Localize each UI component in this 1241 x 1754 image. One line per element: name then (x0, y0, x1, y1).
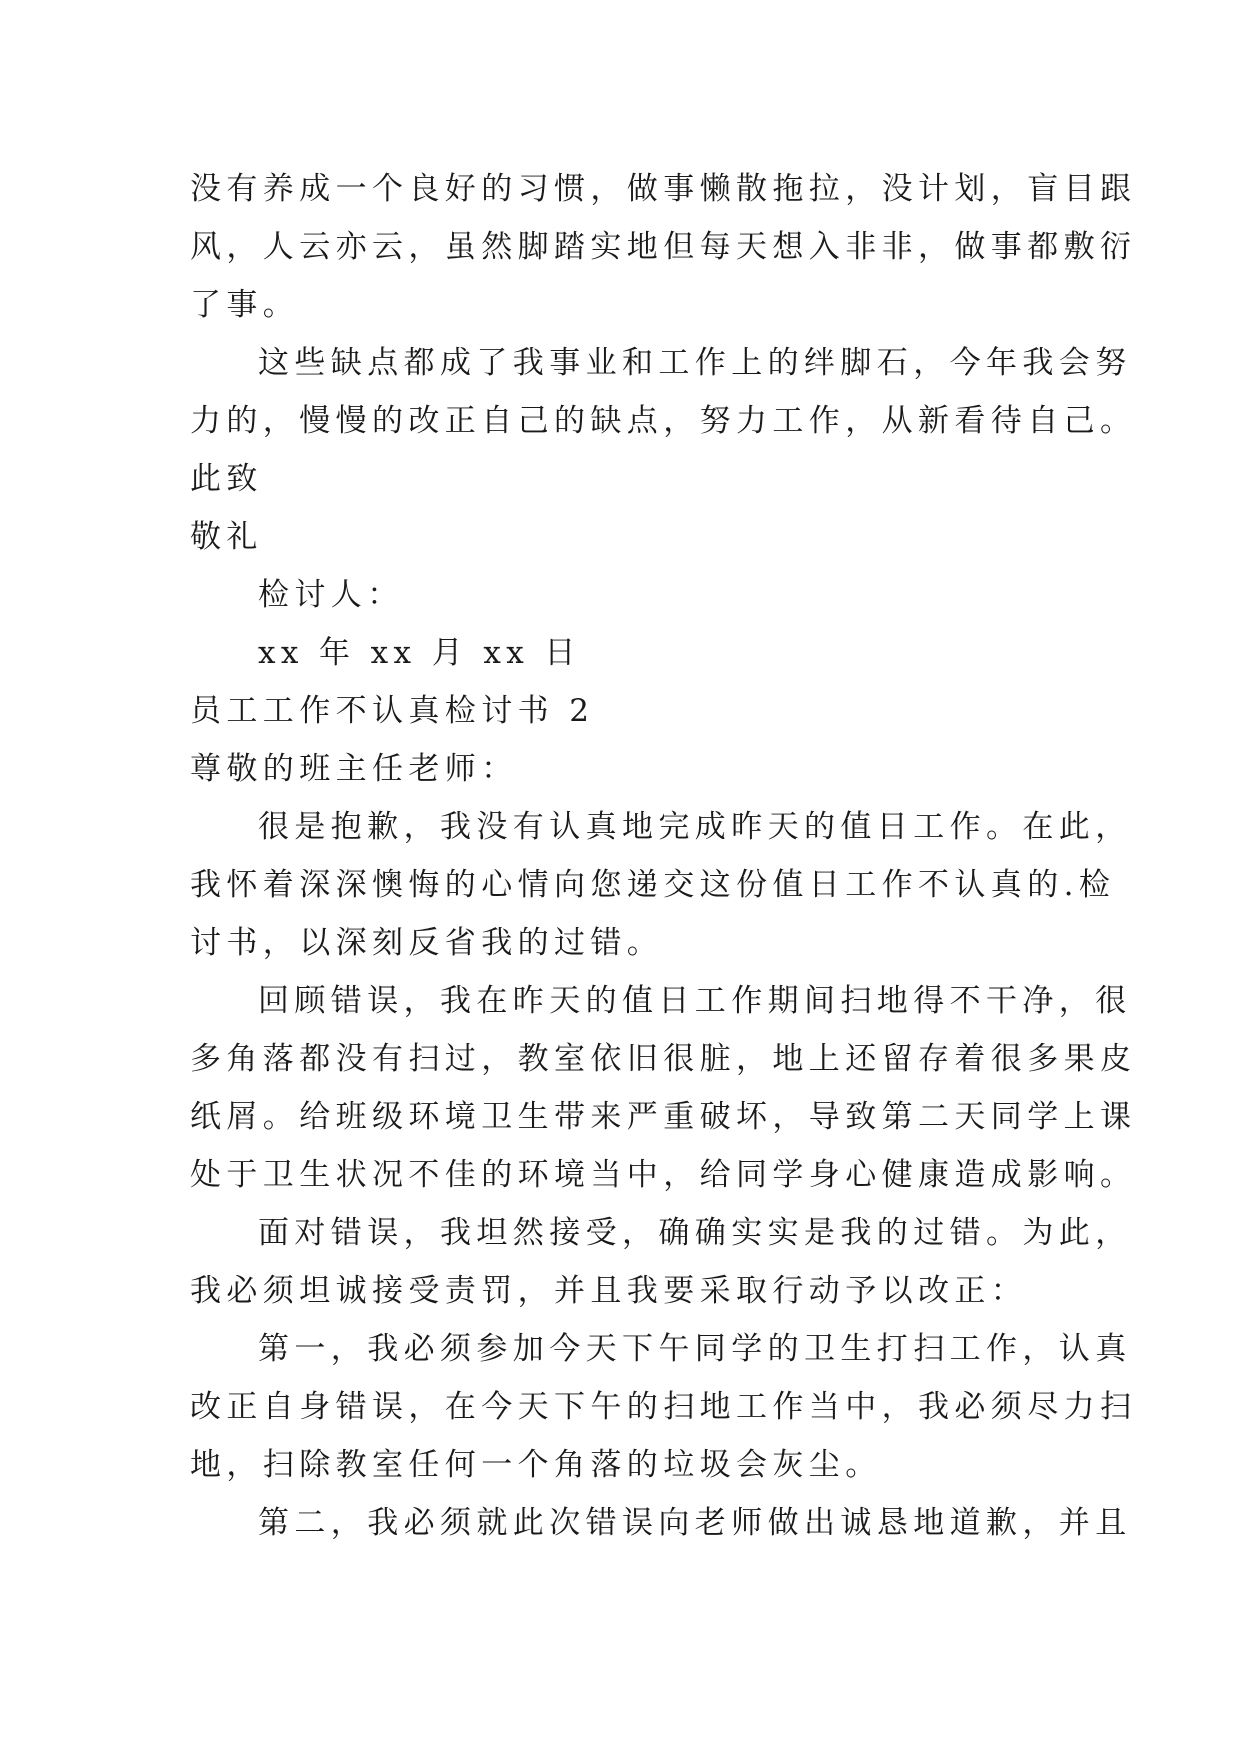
text-line: 没有养成一个良好的习惯，做事懒散拖拉，没计划，盲目跟 (190, 171, 1137, 207)
paragraph-first-line: 回顾错误，我在昨天的值日工作期间扫地得不干净，很 (258, 983, 1132, 1019)
paragraph-first-line: 第二，我必须就此次错误向老师做出诚恳地道歉，并且 (258, 1505, 1132, 1541)
signature-date: xx 年 xx 月 xx 日 (258, 635, 581, 671)
text-line: 风，人云亦云，虽然脚踏实地但每天想入非非，做事都敷衍 (190, 229, 1137, 265)
text-line: 我怀着深深懊悔的心情向您递交这份值日工作不认真的.检 (190, 867, 1116, 903)
document-body (190, 160, 1137, 1552)
text-line: 纸屑。给班级环境卫生带来严重破坏，导致第二天同学上课 (190, 1099, 1137, 1135)
closing-salutation: 此致 (190, 461, 263, 497)
text-line: 力的，慢慢的改正自己的缺点，努力工作，从新看待自己。 (190, 403, 1137, 439)
paragraph-first-line: 很是抱歉，我没有认真地完成昨天的值日工作。在此， (258, 809, 1132, 845)
closing-regards: 敬礼 (190, 519, 263, 555)
text-line: 改正自身错误，在今天下午的扫地工作当中，我必须尽力扫 (190, 1389, 1137, 1425)
text-line: 我必须坦诚接受责罚，并且我要采取行动予以改正： (190, 1273, 1028, 1309)
section-title: 员工工作不认真检讨书 2 (190, 693, 595, 729)
text-line: 多角落都没有扫过，教室依旧很脏，地上还留存着很多果皮 (190, 1041, 1137, 1077)
signature-label: 检讨人： (258, 577, 404, 613)
paragraph-first-line: 面对错误，我坦然接受，确确实实是我的过错。为此， (258, 1215, 1132, 1251)
text-line: 处于卫生状况不佳的环境当中，给同学身心健康造成影响。 (190, 1157, 1137, 1193)
paragraph-first-line: 这些缺点都成了我事业和工作上的绊脚石，今年我会努 (258, 345, 1132, 381)
paragraph-first-line: 第一，我必须参加今天下午同学的卫生打扫工作，认真 (258, 1331, 1132, 1367)
greeting: 尊敬的班主任老师： (190, 751, 518, 787)
text-line: 讨书，以深刻反省我的过错。 (190, 925, 664, 961)
text-line: 了事。 (190, 287, 300, 323)
text-line: 地，扫除教室任何一个角落的垃圾会灰尘。 (190, 1447, 882, 1483)
